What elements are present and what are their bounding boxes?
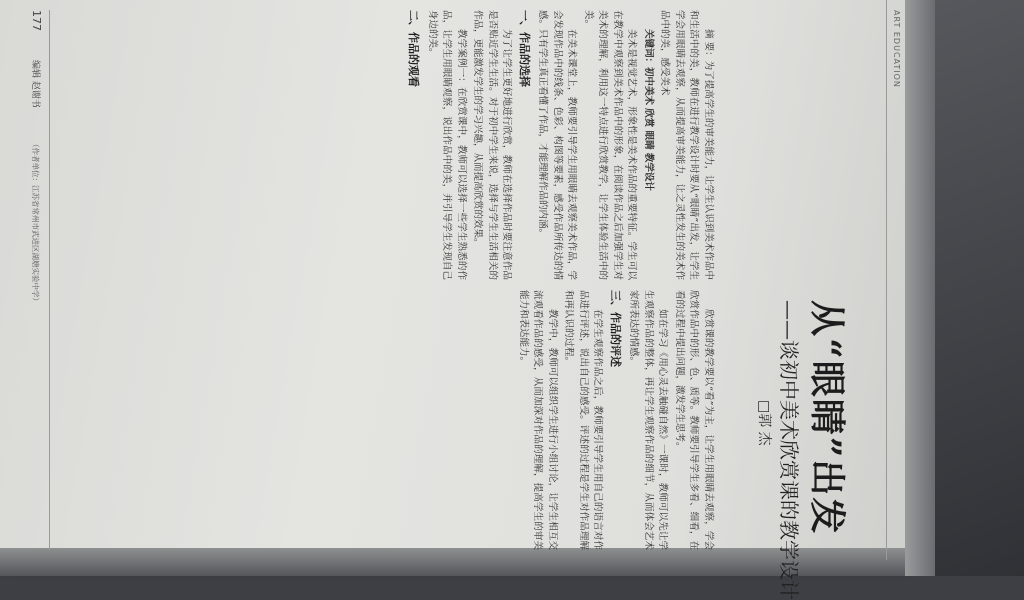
footer-rule [49, 10, 50, 550]
header-rule [886, 0, 887, 560]
section-heading: 三、作品的评述 [609, 290, 622, 367]
page-number: 177 [30, 10, 43, 31]
editor-credit: 编辑 赵谢书 [30, 60, 40, 108]
article-author: □郭 杰 [756, 400, 772, 446]
running-head: ART EDUCATION [892, 10, 901, 88]
paragraph: 在美术课堂上，教师要引导学生用眼睛去观察美术作品，学会发现作品中的线条、色彩、构图等要素，感受作品所传达的情感。只有学生真正看懂了作品，才能理解作品的内涵。 [537, 10, 578, 280]
paragraph: 在学生观察作品之后，教师要引导学生用自己的语言对作品进行评述，说出自己的感受。评述的过程是学生对作品理解和再认识的过程。 [563, 290, 604, 550]
paragraph: 教学中，教师可以组织学生进行小组讨论，让学生相互交流观看作品的感受，从而加深对作品的理解，提高学生的审美能力和表达能力。 [518, 290, 558, 550]
text-column-2 [65, 290, 715, 550]
section-heading: 二、作品的观看 [407, 10, 421, 87]
paragraph: 为了让学生更好地进行欣赏，教师在选择作品时要注意作品是否贴近学生生活。对于初中学生来说，选择与学生生活相关的作品，更能激发学生的学习兴趣，从而提高欣赏的效果。 [472, 10, 513, 280]
paragraph: 欣赏课的教学要以“看”为主，让学生用眼睛去观察，学会欣赏作品中的形、色、质等。教师要引导学生多看、细看，在看的过程中提出问题，激发学生思考。 [674, 290, 714, 550]
text-column-1 [65, 10, 715, 280]
author-affiliation: （作者单位：江苏省常州市武进区湖塘实验中学） [31, 140, 40, 305]
article-subtitle: ——谈初中美术欣赏课的教学设计 [777, 300, 801, 600]
paragraph: 如在学习《用心灵去触碰自然》一课时，教师可以先让学生观察作品的整体，再让学生观察作品的细节，从而体会艺术家所表达的情感。 [628, 290, 669, 550]
paragraph: 美术是视觉艺术，形象性是美术作品的重要特征。学生可以在教学中观察到美术作品中的形象，在阅读作品之后加强学生对美术的理解，利用这一特点进行欣赏教学，让学生体验生活中的美。 [583, 10, 638, 280]
keywords: 关键词：初中美术 欣赏 眼睛 教学设计 [643, 29, 654, 191]
article-title: 从“眼睛”出发 [806, 300, 848, 536]
paragraph: 教学案例一：在欣赏课中，教师可以选择一些学生熟悉的作品，让学生用眼睛观察，说出作品中的美，并引导学生发现自己身边的美。 [427, 10, 467, 280]
page-stack-edge [905, 0, 935, 576]
section-heading: 一、作品的选择 [518, 10, 531, 87]
abstract: 摘 要：为了提高学生的审美能力，让学生认识到美术作品中和生活中的美，教师在进行教学设计时要从“眼睛”出发，让学生学会用眼睛去观察，从而提高审美能力，让之灵性发生的美术作品中的美，感受美术 [659, 10, 714, 280]
